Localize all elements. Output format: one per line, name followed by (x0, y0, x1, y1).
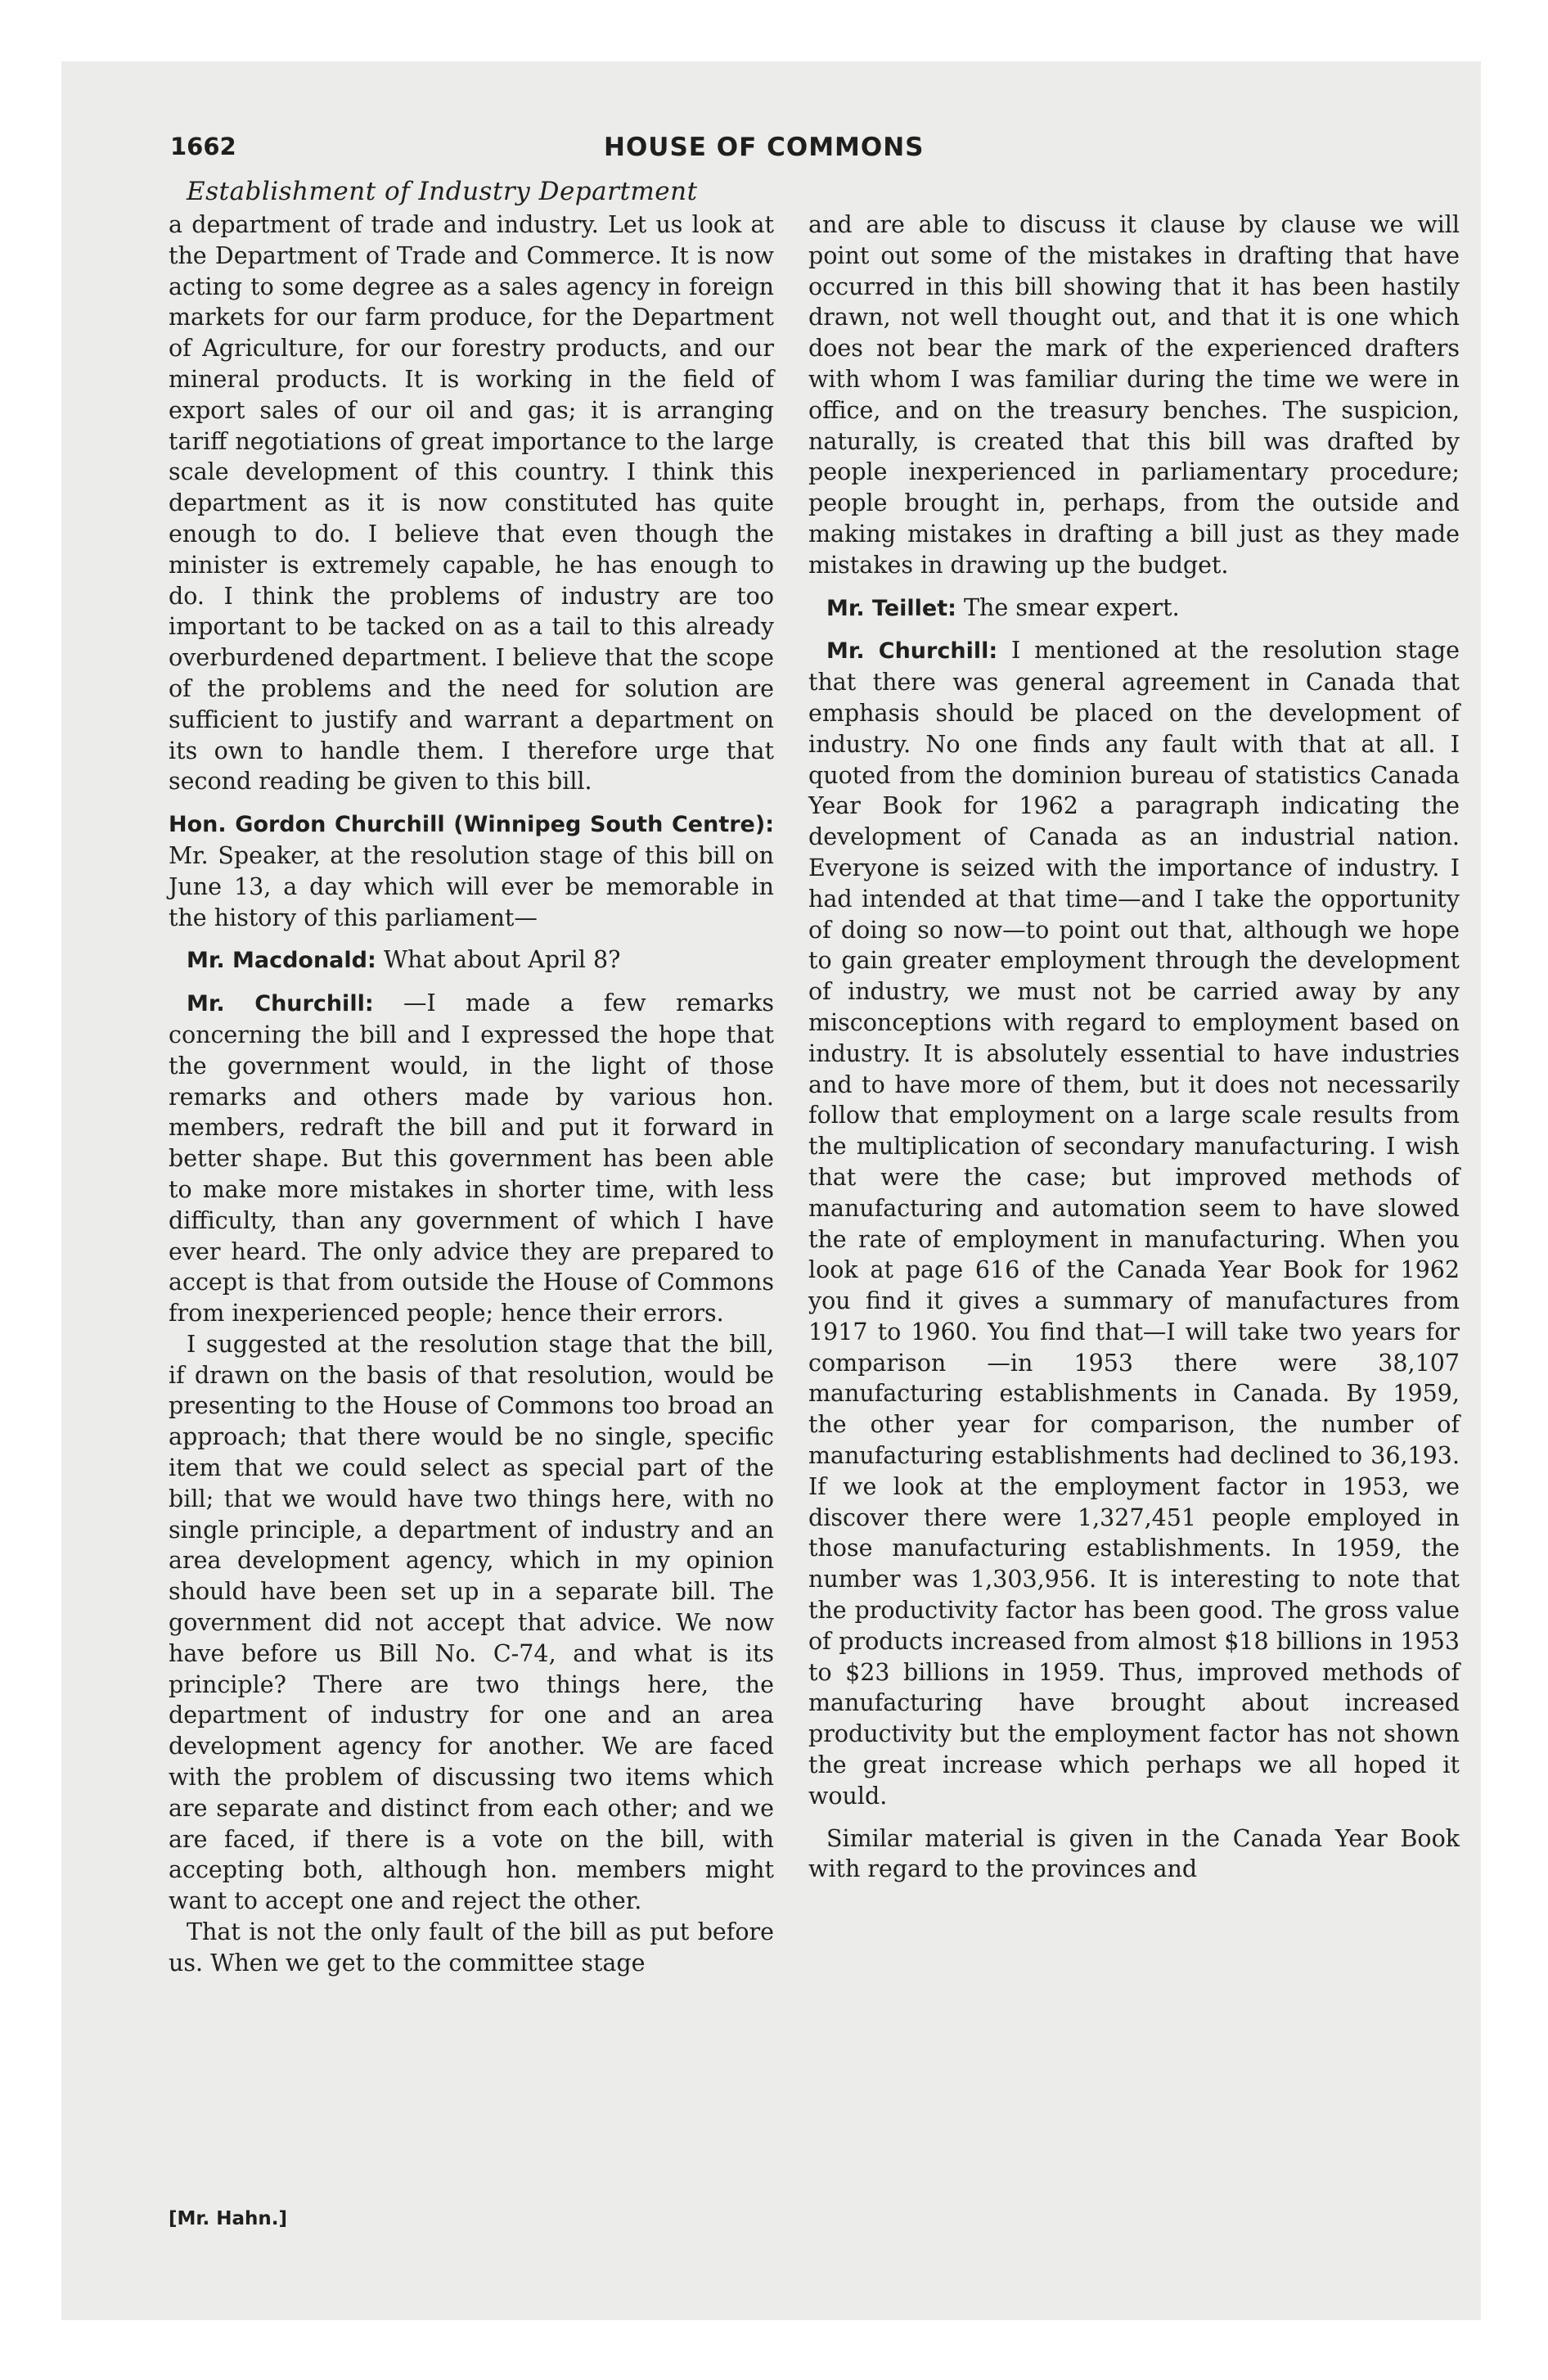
page-header (170, 133, 1463, 174)
speech-text: I mentioned at the resolution stage that there was general agreement in Canada that emphasis should be placed on the development of industry. No one finds any fault with that at all. I quoted from the dominion bureau of statistics Canada Year Book for 1962 a paragraph indicating the development of Canada as an industrial nation. Everyone is seized with the importance of industry. I had intended at that time—and I take the opportunity of doing so now—to point out that, although we hope to gain greater employment through the development of industry, we must not be carried away by any misconceptions with regard to employment based on industry. It is absolutely essential to have industries and to have more of them, but it does not necessarily follow that employment on a large scale results from the multiplication of secondary manufacturing. I wish that were the case; but improved methods of manufacturing and automation seem to have slowed the rate of employment in manufacturing. When you look at page 616 of the Canada Year Book for 1962 you find it gives a summary of manufactures from 1917 to 1960. You find that—I will take two years for comparison —in 1953 there were 38,107 manufacturing establishments in Canada. By 1959, the other year for comparison, the number of manufacturing establishments had declined to 36,193. If we look at the employment factor in 1953, we discover there were 1,327,451 people employed in those manufacturing establishments. In 1959, the number was 1,303,956. It is interesting to note that the productivity factor has been good. The gross value of products increased from almost $18 billions in 1953 to $23 billions in 1959. Thus, improved methods of manufacturing have brought about increased productivity but the employment factor has not shown the great increase which perhaps we all hoped it would. (808, 637, 1460, 1810)
paragraph: I suggested at the resolution stage that the bill, if drawn on the basis of that resolution, would be presenting to the House of Commons too broad an approach; that there would be no single, specific item that we could select as special part of the bill; that we would have two things here, with no single principle, a department of industry and an area development agency, which in my opinion should have been set up in a separate bill. The government did not accept that advice. We now have before us Bill No. C-74, and what is its principle? There are two things here, the department of industry for one and an area development agency for another. We are faced with the problem of discussing two items which are separate and distinct from each other; and we are faced, if there is a vote on the bill, with accepting both, although hon. members might want to accept one and reject the other. (169, 1330, 774, 1915)
paragraph: That is not the only fault of the bill as put before us. When we get to the committee stage (169, 1918, 774, 1977)
footer-speaker-tag (169, 2206, 287, 2229)
speech-paragraph (169, 809, 774, 933)
running-head: HOUSE OF COMMONS (604, 133, 925, 162)
speech-text: What about April 8? (376, 946, 621, 974)
speech-paragraph (808, 593, 1460, 624)
speech-text: —I made a few remarks concerning the bill and I expressed the hope that the government would, in the light of those remarks and others made by various hon. members, redraft the bill and put it forward in better shape. But this government has been able to make more mistakes in shorter time, with less difficulty, than any government of which I have ever heard. The only advice they are prepared to accept is that from outside the House of Commons from inexperienced people; hence their errors. (169, 989, 774, 1327)
speaker-name: Mr. Churchill: (187, 991, 374, 1017)
right-column (808, 210, 1460, 1885)
speech-paragraph (808, 635, 1460, 1811)
speaker-name: Mr. Teillet: (826, 595, 956, 621)
speech-text: The smear expert. (956, 593, 1180, 621)
section-heading: Establishment of Industry Department (187, 177, 698, 206)
left-column (169, 210, 774, 1979)
paragraph: Similar material is given in the Canada Year Book with regard to the provinces and (808, 1824, 1460, 1883)
speech-text: Mr. Speaker, at the resolution stage of this bill on June 13, a day which will ever be memorable in the history of this parliament— (169, 841, 774, 931)
speech-paragraph (169, 988, 774, 1329)
speaker-name: Mr. Churchill: (826, 638, 998, 665)
speech-paragraph (169, 944, 774, 976)
paragraph: and are able to discuss it clause by clause we will point out some of the mistakes in drafting that have occurred in this bill showing that it has been hastily drawn, not well thought out, and that it is one which does not bear the mark of the experienced drafters with whom I was familiar during the time we were in office, and on the treasury benches. The suspicion, naturally, is created that this bill was drafted by people inexperienced in parliamentary procedure; people brought in, perhaps, from the outside and making mistakes in drafting a bill just as they made mistakes in drawing up the budget. (808, 211, 1460, 579)
page-number: 1662 (170, 133, 236, 160)
speaker-name: Hon. Gordon Churchill (Winnipeg South Centre): (169, 812, 774, 838)
speaker-name: Mr. Macdonald: (187, 948, 376, 974)
footer-text: [Mr. Hahn.] (169, 2208, 287, 2229)
paragraph: a department of trade and industry. Let us look at the Department of Trade and Commerce. It is now acting to some degree as a sales agency in foreign markets for our farm produce, for the Department of Agriculture, for our forestry products, and our mineral products. It is working in the field of export sales of our oil and gas; it is arranging tariff negotiations of great importance to the large scale development of this country. I think this department as it is now constituted has quite enough to do. I believe that even though the minister is extremely capable, he has enough to do. I think the problems of industry are too important to be tacked on as a tail to this already overburdened department. I believe that the scope of the problems and the need for solution are sufficient to justify and warrant a department on its own to handle them. I therefore urge that second reading be given to this bill. (169, 211, 774, 796)
